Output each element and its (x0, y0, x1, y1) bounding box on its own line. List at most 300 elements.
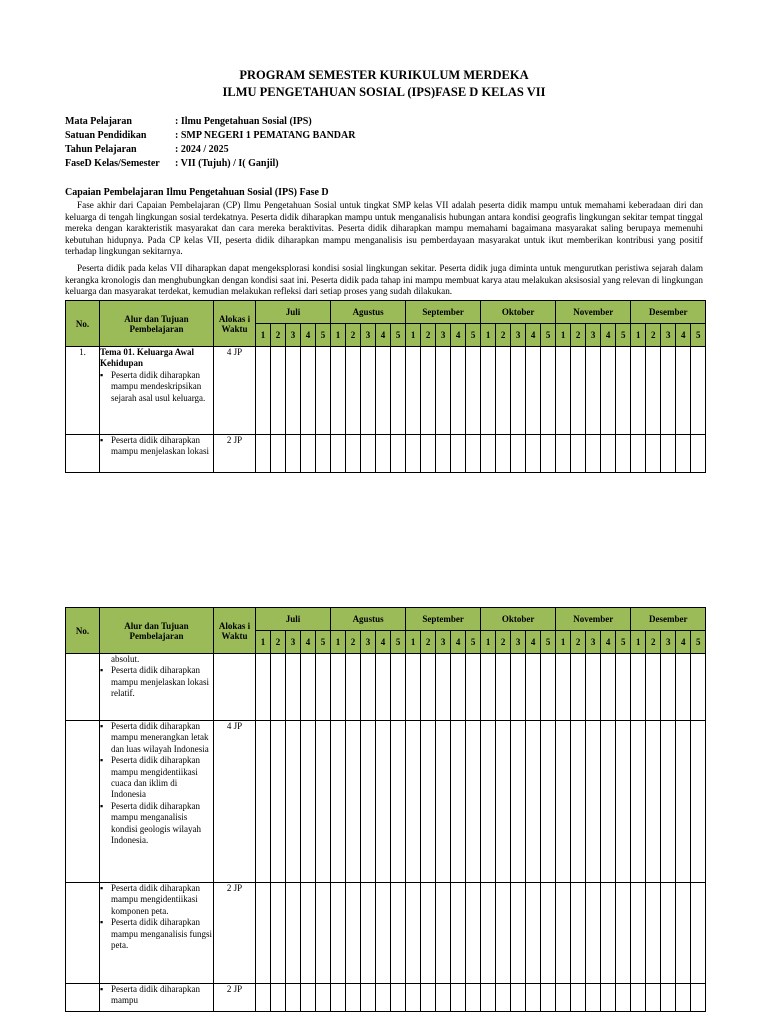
semester-table-1 (65, 300, 706, 473)
alur-cell (100, 984, 214, 1012)
week-cell (511, 984, 526, 1012)
week-cell (691, 883, 706, 984)
week-cell (586, 435, 601, 473)
week-cell (691, 721, 706, 883)
cp-paragraph-1: Fase akhir dari Capaian Pembelajaran (CP) Ilmu Pengetahuan Sosial untuk tingkat SMP kelas VII adalah peserta didik mampu untuk memahami keberadaan diri dan keluarga di tengah lingkungan sosial terdekatnya. Peserta didik diharapkan mampu untuk menganalisis hubungan antara kondisi geografis lingkungan sekitar tempat tinggal mereka dengan karakteristik masyarakat dan cara mereka beraktivitas. Peserta didik diharapkan mampu memahami bagaimana masyarakat saling berupaya memenuhi kebutuhan hidupnya. Pada CP kelas VII, peserta didik diharapkan mampu menganalisis isu pemberdayaan masyarakat untuk ikut memberikan kontribusi yang positif terhadap lingkungan sekitarnya. (65, 200, 703, 257)
week-header: 1 (406, 324, 421, 347)
week-header: 2 (571, 631, 586, 654)
week-cell (256, 883, 271, 984)
header-month-oktober: Oktober (481, 608, 556, 631)
week-header: 2 (421, 631, 436, 654)
week-cell (406, 984, 421, 1012)
week-cell (346, 883, 361, 984)
header-month-september: September (406, 301, 481, 324)
week-cell (271, 984, 286, 1012)
week-cell (601, 435, 616, 473)
week-cell (496, 721, 511, 883)
week-cell (496, 984, 511, 1012)
week-cell (301, 654, 316, 721)
header-month-agustus: Agustus (331, 608, 406, 631)
week-cell (616, 435, 631, 473)
week-header: 5 (541, 631, 556, 654)
week-cell (361, 883, 376, 984)
week-cell (376, 654, 391, 721)
week-cell (256, 435, 271, 473)
week-cell (541, 654, 556, 721)
week-header: 3 (286, 631, 301, 654)
alokasi-cell: 4 JP (214, 721, 256, 883)
week-cell (361, 347, 376, 435)
week-cell (691, 984, 706, 1012)
week-cell (556, 347, 571, 435)
week-cell (571, 654, 586, 721)
week-cell (511, 654, 526, 721)
week-cell (376, 435, 391, 473)
week-cell (451, 654, 466, 721)
week-header: 3 (361, 324, 376, 347)
week-cell (631, 654, 646, 721)
week-cell (391, 883, 406, 984)
week-header: 4 (301, 324, 316, 347)
header-alur: Alur dan Tujuan Pembelajaran (100, 608, 214, 654)
week-cell (526, 435, 541, 473)
week-cell (451, 435, 466, 473)
week-cell (346, 654, 361, 721)
week-cell (481, 654, 496, 721)
week-header: 3 (511, 324, 526, 347)
week-cell (631, 435, 646, 473)
week-cell (646, 883, 661, 984)
week-cell (691, 435, 706, 473)
week-cell (421, 883, 436, 984)
week-cell (391, 654, 406, 721)
row-number (66, 654, 100, 721)
week-header: 2 (271, 324, 286, 347)
alur-cell (100, 654, 214, 721)
week-cell (316, 984, 331, 1012)
alokasi-cell: 4 JP (214, 347, 256, 435)
week-cell (271, 654, 286, 721)
week-cell (661, 435, 676, 473)
week-header: 5 (616, 324, 631, 347)
alur-cell (100, 721, 214, 883)
week-cell (541, 435, 556, 473)
cp-paragraph-2: Peserta didik pada kelas VII diharapkan dapat mengeksplorasi kondisi sosial lingkungan sekitar. Peserta didik juga diminta untuk mengurutkan peristiwa sejarah dalam kerangka kronologis dan menghubungkan dengan kondisi saat ini. Peserta didik pada tahap ini mampu membuat karya atau melakukan aksisosial yang relevan di lingkungan keluarga dan masyarakat terdekat, kemudian melakukan refleksi dari setiap proses yang sudah dilakukan. (65, 263, 703, 297)
week-header: 2 (571, 324, 586, 347)
table-row (66, 883, 706, 984)
week-header: 2 (346, 324, 361, 347)
week-cell (511, 721, 526, 883)
semester-table-2 (65, 607, 706, 1012)
week-header: 5 (691, 631, 706, 654)
meta-label: Mata Pelajaran (65, 116, 132, 127)
alokasi-cell: 2 JP (214, 883, 256, 984)
week-header: 3 (436, 631, 451, 654)
week-cell (511, 883, 526, 984)
week-header: 3 (661, 631, 676, 654)
header-month-agustus: Agustus (331, 301, 406, 324)
week-cell (691, 347, 706, 435)
week-header: 1 (556, 324, 571, 347)
table-row (66, 435, 706, 473)
objective-item: ▪ Peserta didik diharapkan mampu menganalisis kondisi geologis wilayah Indonesia. (111, 801, 213, 847)
alokasi-cell: 2 JP (214, 984, 256, 1012)
week-header: 3 (436, 324, 451, 347)
week-header: 5 (391, 324, 406, 347)
week-cell (301, 435, 316, 473)
week-header: 4 (676, 324, 691, 347)
meta-value: : SMP NEGERI 1 PEMATANG BANDAR (175, 130, 356, 141)
week-header: 2 (346, 631, 361, 654)
week-cell (586, 347, 601, 435)
week-header: 2 (646, 631, 661, 654)
week-cell (676, 721, 691, 883)
week-cell (421, 984, 436, 1012)
week-cell (466, 721, 481, 883)
objective-item: ▪ Peserta didik diharapkan mampu mendeskripsikan sejarah asal usul keluarga. (111, 370, 213, 404)
week-cell (301, 883, 316, 984)
week-cell (361, 721, 376, 883)
week-cell (646, 654, 661, 721)
week-cell (256, 347, 271, 435)
week-cell (466, 654, 481, 721)
week-cell (526, 347, 541, 435)
week-cell (421, 721, 436, 883)
week-cell (361, 984, 376, 1012)
week-header: 2 (496, 631, 511, 654)
week-header: 5 (391, 631, 406, 654)
week-cell (571, 883, 586, 984)
week-cell (331, 347, 346, 435)
week-cell (496, 435, 511, 473)
week-cell (601, 347, 616, 435)
week-cell (316, 721, 331, 883)
week-header: 5 (541, 324, 556, 347)
week-cell (406, 435, 421, 473)
row-number: 1. (66, 347, 100, 435)
week-header: 1 (631, 324, 646, 347)
week-header: 1 (481, 324, 496, 347)
week-cell (616, 883, 631, 984)
header-month-september: September (406, 608, 481, 631)
week-cell (676, 347, 691, 435)
week-header: 2 (271, 631, 286, 654)
week-cell (391, 435, 406, 473)
week-cell (556, 883, 571, 984)
week-cell (481, 347, 496, 435)
week-cell (541, 883, 556, 984)
week-cell (361, 654, 376, 721)
alokasi-cell (214, 654, 256, 721)
alur-cell (100, 883, 214, 984)
week-cell (676, 435, 691, 473)
cp-heading: Capaian Pembelajaran Ilmu Pengetahuan Sosial (IPS) Fase D (65, 187, 329, 198)
week-cell (631, 984, 646, 1012)
week-header: 1 (256, 324, 271, 347)
meta-label: FaseD Kelas/Semester (65, 158, 160, 169)
week-cell (586, 721, 601, 883)
header-month-juli: Juli (256, 608, 331, 631)
alokasi-cell: 2 JP (214, 435, 256, 473)
week-cell (271, 435, 286, 473)
objective-item: ▪ Peserta didik diharapkan mampu menganalisis fungsi peta. (111, 917, 213, 951)
week-cell (436, 984, 451, 1012)
week-cell (571, 721, 586, 883)
week-cell (661, 654, 676, 721)
week-cell (631, 347, 646, 435)
week-cell (571, 435, 586, 473)
week-cell (436, 654, 451, 721)
week-header: 2 (646, 324, 661, 347)
header-month-oktober: Oktober (481, 301, 556, 324)
week-cell (526, 883, 541, 984)
week-header: 4 (301, 631, 316, 654)
week-header: 1 (331, 324, 346, 347)
week-cell (391, 984, 406, 1012)
week-cell (331, 654, 346, 721)
week-cell (346, 984, 361, 1012)
alur-cell (100, 435, 214, 473)
continued-text: absolut. (111, 654, 140, 664)
week-cell (316, 435, 331, 473)
week-cell (406, 883, 421, 984)
header-no: No. (66, 301, 100, 347)
week-cell (481, 883, 496, 984)
week-header: 1 (331, 631, 346, 654)
week-cell (541, 721, 556, 883)
week-header: 5 (691, 324, 706, 347)
week-cell (661, 984, 676, 1012)
row-number (66, 435, 100, 473)
week-cell (451, 883, 466, 984)
week-cell (271, 883, 286, 984)
week-cell (541, 347, 556, 435)
week-cell (391, 347, 406, 435)
week-cell (286, 984, 301, 1012)
week-cell (436, 883, 451, 984)
week-cell (466, 347, 481, 435)
week-cell (316, 883, 331, 984)
week-cell (586, 654, 601, 721)
week-cell (481, 984, 496, 1012)
header-month-november: November (556, 608, 631, 631)
week-header: 1 (481, 631, 496, 654)
week-cell (601, 984, 616, 1012)
week-cell (616, 347, 631, 435)
week-cell (406, 654, 421, 721)
week-cell (466, 883, 481, 984)
table-row (66, 347, 706, 435)
row-number (66, 721, 100, 883)
week-cell (661, 721, 676, 883)
header-alokasi: Alokas i Waktu (214, 608, 256, 654)
row-number (66, 883, 100, 984)
week-cell (331, 883, 346, 984)
week-header: 2 (496, 324, 511, 347)
week-cell (676, 654, 691, 721)
week-header: 3 (511, 631, 526, 654)
week-cell (346, 347, 361, 435)
week-cell (526, 984, 541, 1012)
header-alokasi: Alokas i Waktu (214, 301, 256, 347)
week-cell (391, 721, 406, 883)
week-cell (271, 347, 286, 435)
header-month-juli: Juli (256, 301, 331, 324)
week-cell (631, 721, 646, 883)
week-header: 3 (586, 631, 601, 654)
week-cell (646, 721, 661, 883)
header-alur: Alur dan Tujuan Pembelajaran (100, 301, 214, 347)
week-cell (316, 347, 331, 435)
alur-cell (100, 347, 214, 435)
week-header: 5 (466, 631, 481, 654)
week-cell (661, 347, 676, 435)
week-cell (676, 883, 691, 984)
week-header: 5 (466, 324, 481, 347)
header-month-november: November (556, 301, 631, 324)
header-month-desember: Desember (631, 301, 706, 324)
week-cell (421, 435, 436, 473)
week-cell (466, 984, 481, 1012)
week-cell (436, 347, 451, 435)
week-cell (301, 347, 316, 435)
objective-item: ▪ Peserta didik diharapkan mampu menerangkan letak dan luas wilayah Indonesia (111, 721, 213, 755)
meta-value: : VII (Tujuh) / I( Ganjil) (175, 158, 279, 169)
objective-item: ▪ Peserta didik diharapkan mampu mengidentiikasi cuaca dan iklim di Indonesia (111, 755, 213, 801)
week-cell (451, 984, 466, 1012)
week-header: 4 (601, 324, 616, 347)
week-header: 1 (631, 631, 646, 654)
meta-value: : Ilmu Pengetahuan Sosial (IPS) (175, 116, 312, 127)
week-cell (601, 721, 616, 883)
week-cell (661, 883, 676, 984)
week-header: 4 (526, 631, 541, 654)
table-row (66, 984, 706, 1012)
week-cell (376, 721, 391, 883)
week-cell (451, 347, 466, 435)
week-cell (646, 435, 661, 473)
week-cell (496, 654, 511, 721)
week-cell (556, 984, 571, 1012)
objective-item: ▪ Peserta didik diharapkan mampu (111, 984, 213, 1007)
week-cell (301, 984, 316, 1012)
week-cell (286, 721, 301, 883)
week-cell (451, 721, 466, 883)
week-cell (436, 435, 451, 473)
week-cell (616, 984, 631, 1012)
objective-item: ▪ Peserta didik diharapkan mampu mengidentiikasi komponen peta. (111, 883, 213, 917)
week-cell (376, 883, 391, 984)
header-no: No. (66, 608, 100, 654)
week-header: 3 (586, 324, 601, 347)
week-header: 3 (286, 324, 301, 347)
week-cell (586, 984, 601, 1012)
document-title-line1: PROGRAM SEMESTER KURIKULUM MERDEKA (239, 68, 529, 82)
week-header: 4 (601, 631, 616, 654)
week-header: 5 (316, 631, 331, 654)
row-number (66, 984, 100, 1012)
week-cell (631, 883, 646, 984)
week-cell (601, 654, 616, 721)
week-header: 1 (406, 631, 421, 654)
week-cell (646, 347, 661, 435)
week-cell (541, 984, 556, 1012)
week-header: 4 (451, 324, 466, 347)
week-cell (406, 347, 421, 435)
week-cell (331, 984, 346, 1012)
objective-item: ▪ Peserta didik diharapkan mampu menjelaskan lokasi relatif. (111, 665, 213, 699)
week-cell (376, 984, 391, 1012)
week-cell (676, 984, 691, 1012)
week-header: 4 (376, 631, 391, 654)
week-cell (376, 347, 391, 435)
week-cell (481, 721, 496, 883)
week-cell (601, 883, 616, 984)
tema-title: Tema 01. Keluarga Awal Kehidupan (100, 347, 194, 369)
objective-item: ▪ Peserta didik diharapkan mampu menjelaskan lokasi (111, 435, 213, 458)
meta-label: Tahun Pelajaran (65, 144, 137, 155)
week-cell (256, 984, 271, 1012)
week-cell (556, 435, 571, 473)
table-row (66, 721, 706, 883)
week-cell (286, 883, 301, 984)
week-cell (526, 654, 541, 721)
week-cell (556, 721, 571, 883)
meta-label: Satuan Pendidikan (65, 130, 147, 141)
week-cell (646, 984, 661, 1012)
week-cell (616, 721, 631, 883)
week-cell (256, 721, 271, 883)
week-header: 5 (616, 631, 631, 654)
week-header: 1 (556, 631, 571, 654)
week-cell (511, 435, 526, 473)
week-header: 5 (316, 324, 331, 347)
week-cell (466, 435, 481, 473)
week-cell (436, 721, 451, 883)
week-cell (301, 721, 316, 883)
week-cell (526, 721, 541, 883)
document-title-line2: ILMU PENGETAHUAN SOSIAL (IPS)FASE D KELAS VII (222, 85, 546, 99)
week-cell (346, 435, 361, 473)
week-cell (286, 435, 301, 473)
week-cell (361, 435, 376, 473)
week-cell (496, 347, 511, 435)
week-header: 4 (676, 631, 691, 654)
week-cell (421, 347, 436, 435)
week-cell (271, 721, 286, 883)
week-cell (616, 654, 631, 721)
week-cell (256, 654, 271, 721)
week-cell (346, 721, 361, 883)
week-cell (316, 654, 331, 721)
week-cell (481, 435, 496, 473)
week-header: 4 (526, 324, 541, 347)
week-cell (286, 347, 301, 435)
week-cell (496, 883, 511, 984)
week-header: 4 (376, 324, 391, 347)
week-header: 1 (256, 631, 271, 654)
week-cell (571, 347, 586, 435)
week-header: 3 (361, 631, 376, 654)
week-cell (286, 654, 301, 721)
week-cell (421, 654, 436, 721)
week-cell (556, 654, 571, 721)
meta-value: : 2024 / 2025 (175, 144, 229, 155)
week-cell (331, 721, 346, 883)
header-month-desember: Desember (631, 608, 706, 631)
week-cell (331, 435, 346, 473)
week-cell (586, 883, 601, 984)
